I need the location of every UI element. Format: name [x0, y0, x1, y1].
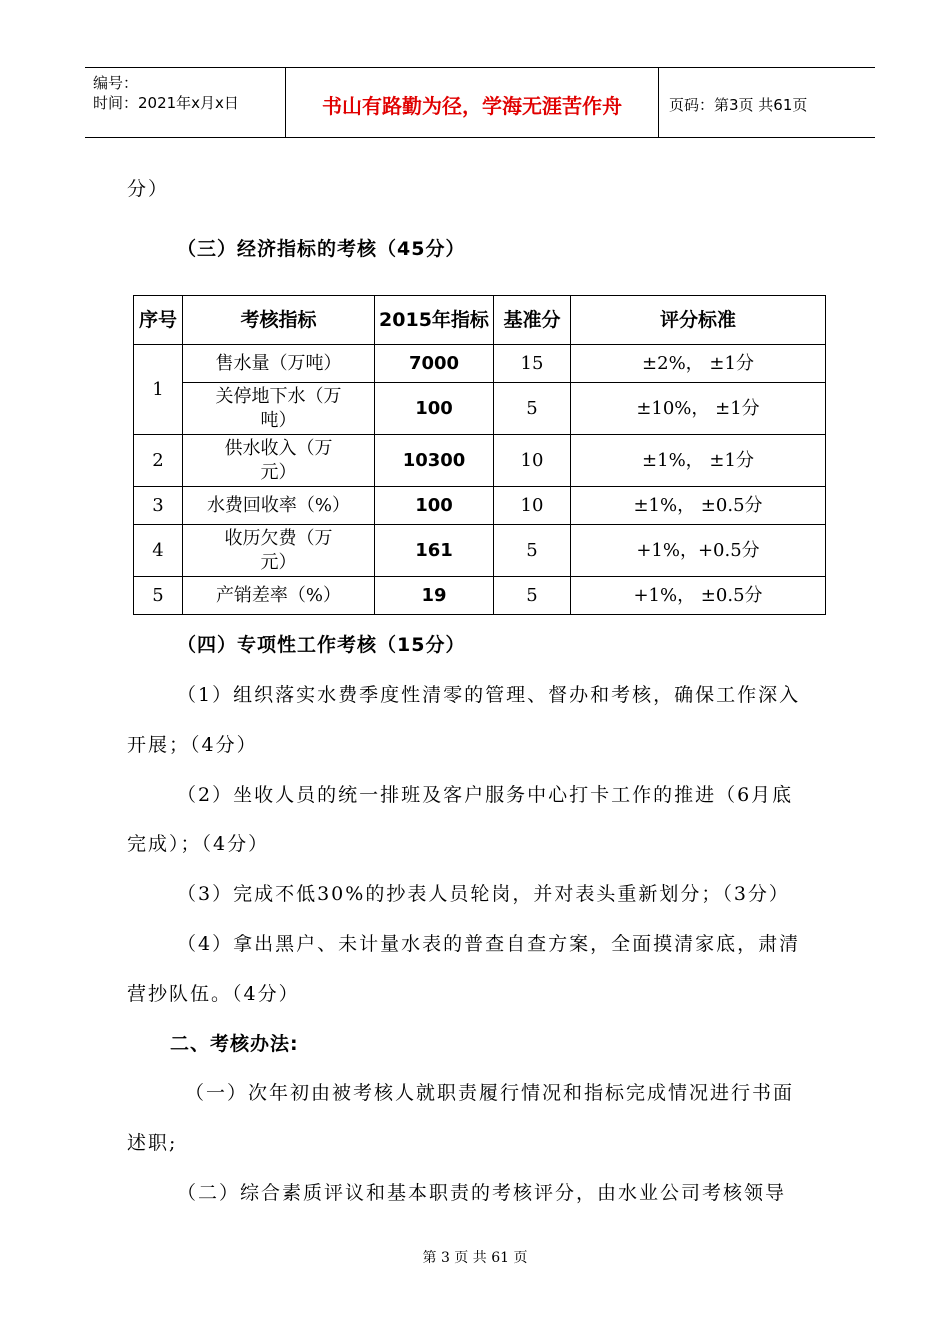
table-cell-target: 100 — [375, 383, 494, 435]
header-divider — [658, 68, 659, 137]
text-line: （2）坐收人员的统一排班及客户服务中心打卡工作的推进（6月底 — [177, 784, 794, 806]
table-cell-indicator: 产销差率（%） — [183, 577, 375, 615]
table-cell-standard: ±1%， ±1分 — [571, 435, 826, 487]
indicator-line: 收历欠费（万 — [224, 527, 333, 549]
table-cell-base: 10 — [494, 487, 571, 525]
text-line: 分） — [127, 178, 170, 200]
text-line: （1）组织落实水费季度性清零的管理、督办和考核，确保工作深入 — [177, 684, 801, 706]
table-cell-indicator — [183, 383, 375, 435]
indicator-line: 关停地下水（万 — [215, 385, 342, 407]
table-cell-standard: +1%，+0.5分 — [571, 525, 826, 577]
text-line: 开展；（4分） — [127, 734, 258, 756]
table-cell-base: 15 — [494, 345, 571, 383]
table-cell-target: 161 — [375, 525, 494, 577]
table-cell-standard: ±2%， ±1分 — [571, 345, 826, 383]
indicator-line: 元） — [260, 461, 297, 483]
table-row — [134, 345, 826, 383]
table-cell-base: 5 — [494, 525, 571, 577]
table-cell-target: 7000 — [375, 345, 494, 383]
section-title: 二、考核办法: — [170, 1033, 299, 1055]
indicator-line: 供水收入（万 — [224, 437, 333, 459]
indicator-line: 元） — [260, 551, 297, 573]
table-cell-indicator — [183, 435, 375, 487]
table-row — [134, 487, 826, 525]
section-title: （三）经济指标的考核（45分） — [177, 238, 466, 260]
table-cell-standard: +1%， ±0.5分 — [571, 577, 826, 615]
page-header — [85, 67, 875, 138]
time-label: 时间：2021年x月x日 — [93, 94, 239, 112]
text-line: （4）拿出黑户、未计量水表的普查自查方案，全面摸清家底，肃清 — [177, 933, 801, 955]
page-footer: 第 3 页 共 61 页 — [422, 1250, 528, 1266]
table-cell-target: 19 — [375, 577, 494, 615]
indicator-line: 吨） — [260, 409, 297, 431]
table-cell-no: 4 — [134, 525, 183, 577]
table-row — [134, 383, 826, 435]
table-cell-no: 3 — [134, 487, 183, 525]
table-row — [134, 525, 826, 577]
section-title: （四）专项性工作考核（15分） — [177, 634, 466, 656]
table-header-cell: 基准分 — [494, 296, 571, 345]
text-line: （3）完成不低30%的抄表人员轮岗，并对表头重新划分；（3分） — [177, 883, 790, 905]
text-line: （一）次年初由被考核人就职责履行情况和指标完成情况进行书面 — [185, 1082, 795, 1104]
text-line: 述职; — [127, 1132, 178, 1154]
table-header-row — [134, 296, 826, 345]
code-label: 编号： — [93, 74, 139, 92]
text-line: （二）综合素质评议和基本职责的考核评分，由水业公司考核领导 — [177, 1182, 787, 1204]
text-line: 完成）；（4分） — [127, 833, 270, 855]
table-header-cell: 考核指标 — [183, 296, 375, 345]
table-cell-no: 5 — [134, 577, 183, 615]
table-cell-base: 5 — [494, 383, 571, 435]
table-cell-target: 100 — [375, 487, 494, 525]
table-header-cell: 评分标准 — [571, 296, 826, 345]
header-meta — [93, 73, 239, 113]
table-cell-no: 1 — [134, 345, 183, 435]
table-header-cell: 序号 — [134, 296, 183, 345]
header-motto: 书山有路勤为径，学海无涯苦作舟 — [322, 94, 622, 118]
table-cell-indicator — [183, 525, 375, 577]
table-cell-no: 2 — [134, 435, 183, 487]
table-cell-indicator: 售水量（万吨） — [183, 345, 375, 383]
text-line: 营抄队伍。（4分） — [127, 983, 300, 1005]
kpi-table — [133, 295, 826, 615]
table-cell-standard: ±10%， ±1分 — [571, 383, 826, 435]
table-cell-base: 10 — [494, 435, 571, 487]
table-cell-target: 10300 — [375, 435, 494, 487]
table-cell-standard: ±1%， ±0.5分 — [571, 487, 826, 525]
table-cell-base: 5 — [494, 577, 571, 615]
table-row — [134, 435, 826, 487]
table-header-cell: 2015年指标 — [375, 296, 494, 345]
header-page-label: 页码：第3页 共61页 — [669, 96, 808, 114]
table-cell-indicator: 水费回收率（%） — [183, 487, 375, 525]
table-row — [134, 577, 826, 615]
